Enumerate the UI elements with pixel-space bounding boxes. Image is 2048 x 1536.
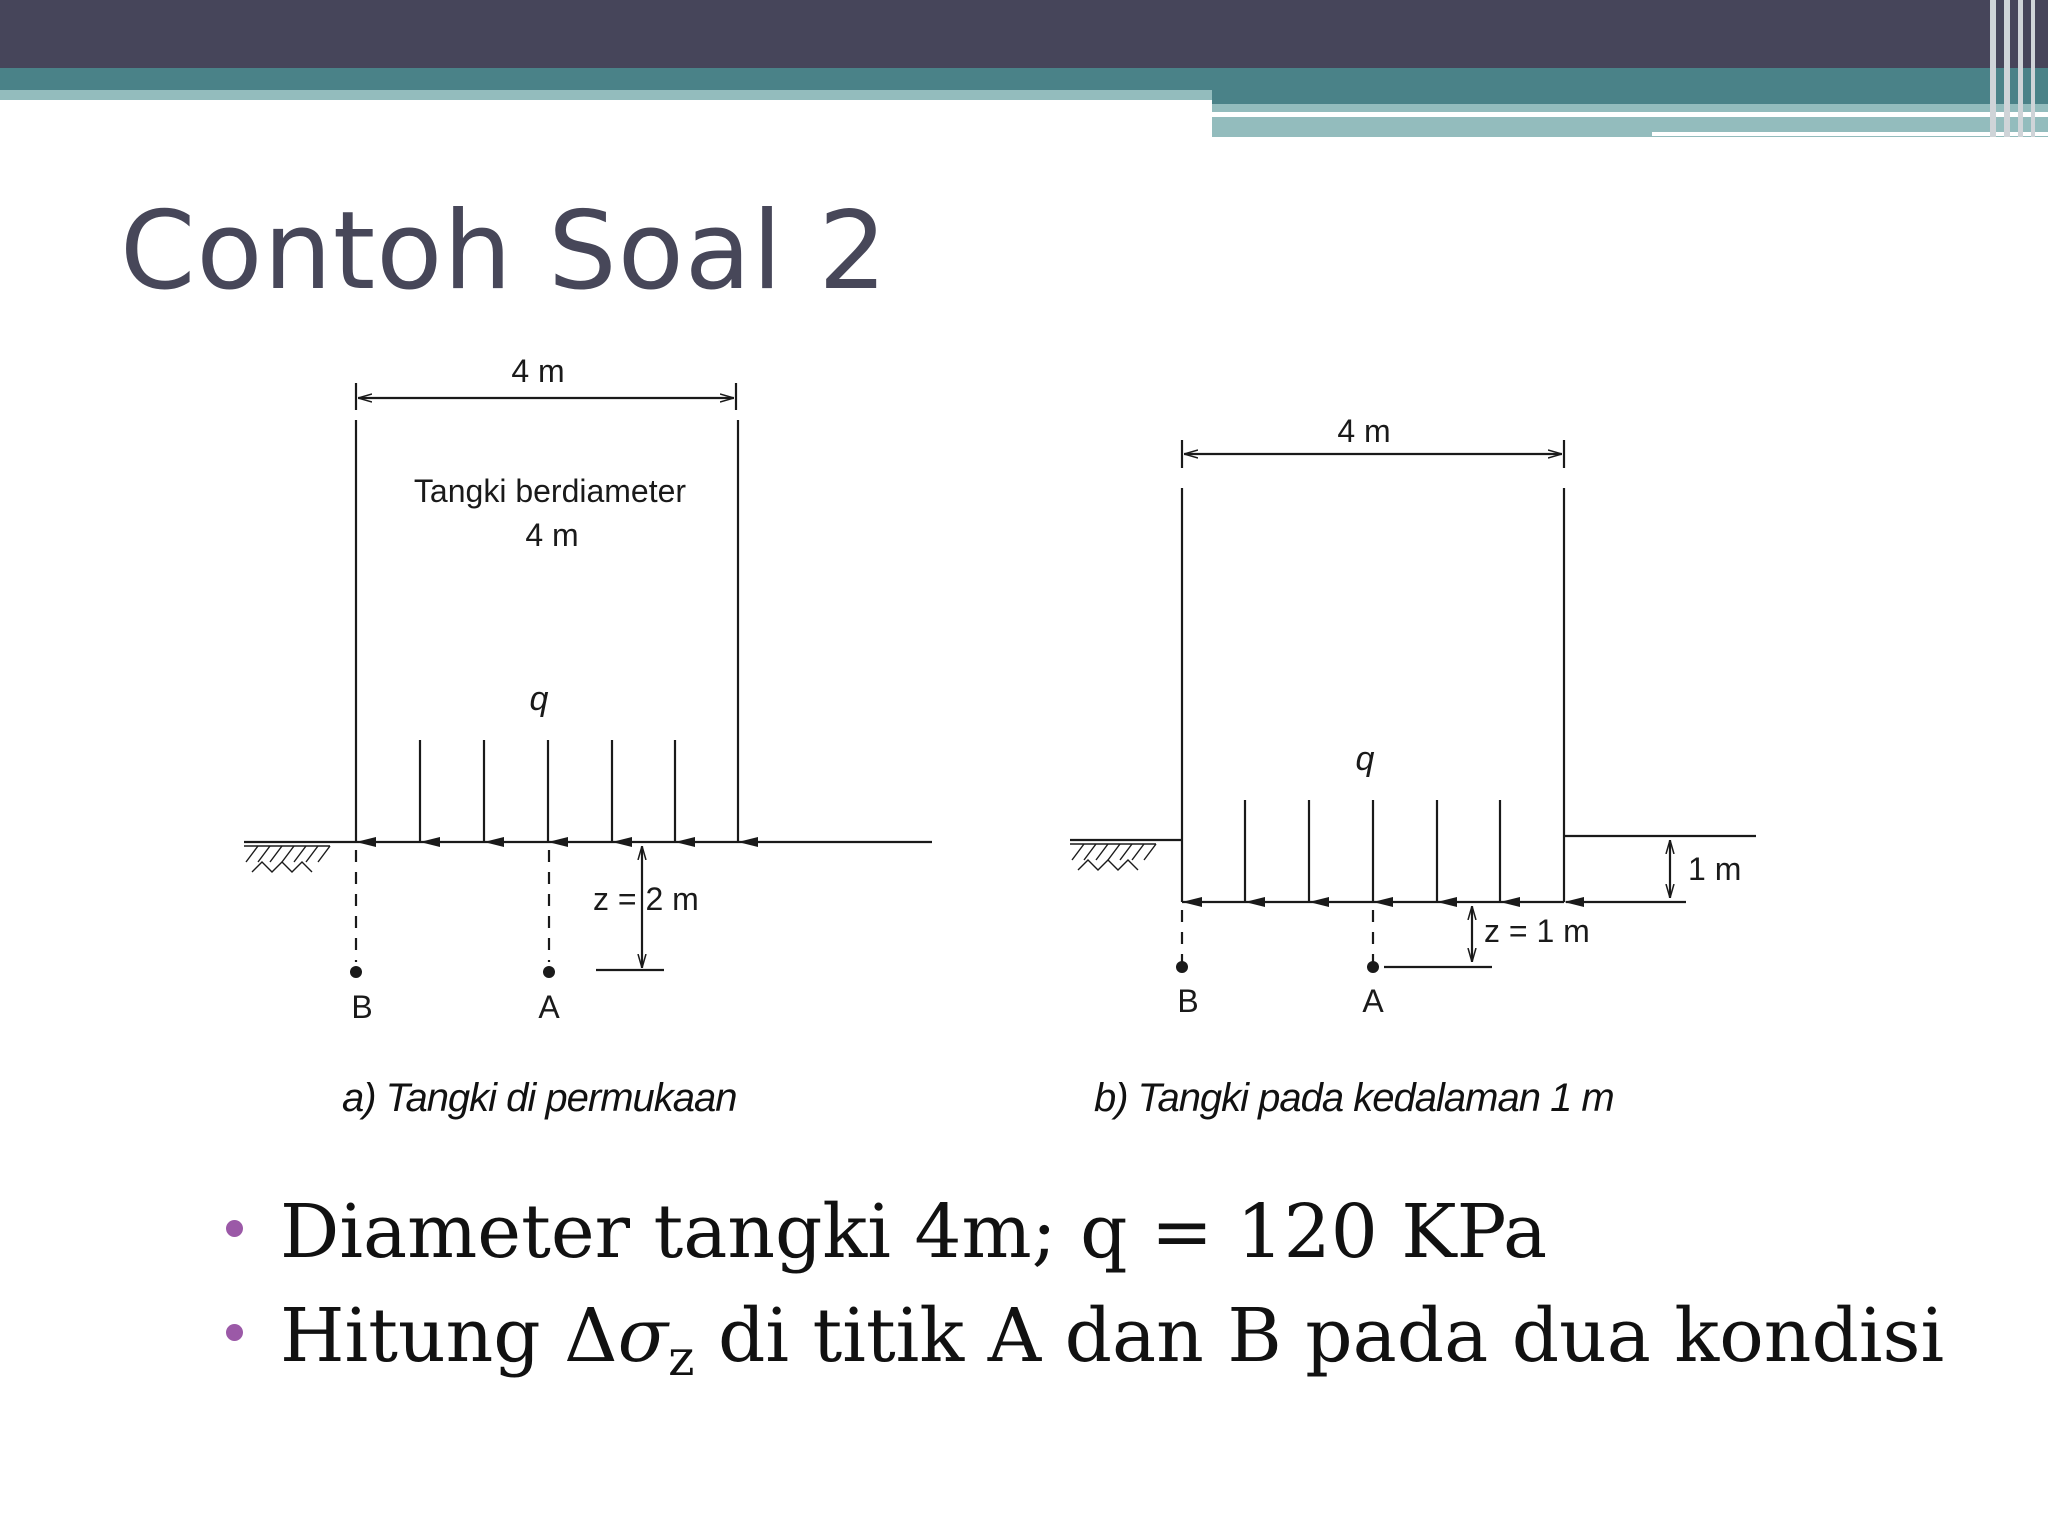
slide-title: Contoh Soal 2 xyxy=(120,189,888,314)
sigma-subscript: z xyxy=(668,1329,695,1387)
dim-label-b: 4 m xyxy=(1337,413,1391,449)
bullet-dot-icon xyxy=(226,1324,243,1341)
point-b-marker-b xyxy=(1176,961,1188,973)
ground-hatch-b xyxy=(1070,844,1156,870)
bullet-item-2 xyxy=(220,1284,1944,1410)
embed-label-b: 1 m xyxy=(1688,851,1742,887)
bullet-text-1: Diameter tangki 4m; q = 120 KPa xyxy=(280,1189,1548,1275)
bullet-dot-icon xyxy=(226,1220,243,1237)
bullet-text-2-after: di titik A dan B pada dua kondisi xyxy=(694,1293,1945,1379)
point-a-label-a: A xyxy=(538,989,560,1025)
point-a-label-b: A xyxy=(1362,983,1384,1019)
sigma-symbol: σ xyxy=(617,1293,669,1379)
bullet-item-1 xyxy=(220,1180,1944,1284)
bullet-list xyxy=(220,1180,1944,1410)
depth-label-a: z = 2 m xyxy=(593,881,699,917)
point-b-label-a: B xyxy=(351,989,373,1025)
tank-label-line1: Tangki berdiameter xyxy=(413,473,687,509)
bullet-text-2-before: Hitung Δ xyxy=(280,1293,618,1379)
load-label-a: q xyxy=(529,680,549,718)
caption-diagram-a: a) Tangki di permukaan xyxy=(342,1076,737,1120)
depth-label-b: z = 1 m xyxy=(1484,913,1590,949)
tank-label-line2: 4 m xyxy=(525,517,579,553)
point-a-marker-b xyxy=(1367,961,1379,973)
load-label-b: q xyxy=(1355,740,1375,778)
dim-label-a: 4 m xyxy=(511,353,565,389)
point-b-label-b: B xyxy=(1177,983,1199,1019)
caption-diagram-b: b) Tangki pada kedalaman 1 m xyxy=(1094,1076,1614,1120)
